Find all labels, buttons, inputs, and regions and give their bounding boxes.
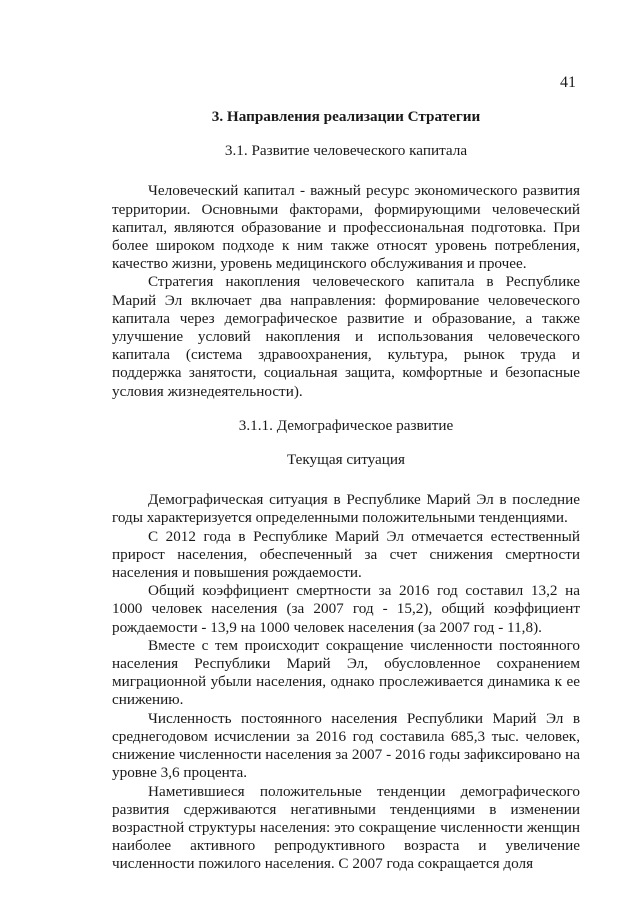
section-title: 3. Направления реализации Стратегии <box>211 108 481 125</box>
document-body <box>112 108 580 874</box>
paragraph: Стратегия накопления человеческого капитала в Республике Марий Эл включает два направления: формирование человеческого капитала через демографическое развитие и образование, а также улучшение условий накопления и использования человеческого капитала (система здравоохранения, культура, рынок труда и поддержка занятости, социальная защита, комфортные и безопасные условия жизнедеятельности). <box>112 273 580 400</box>
paragraph: Численность постоянного населения Республики Марий Эл в среднегодовом исчислении за 2016 год составила 685,3 тыс. человек, снижение численности населения за 2007 - 2016 годы зафиксировано на уровне 3,6 процента. <box>112 709 580 782</box>
demography-text <box>112 491 580 873</box>
paragraph: Наметившиеся положительные тенденции демографического развития сдерживаются негативными тенденциями в изменении возрастной структуры населения: это сокращение численности женщин наиболее активного репродуктивного возраста и увеличение численности пожилого населения. С 2007 года сокращается доля <box>112 782 580 873</box>
subsection-text <box>112 182 580 400</box>
paragraph: Демографическая ситуация в Республике Марий Эл в последние годы характеризуется определенными положительными тенденциями. <box>112 491 580 527</box>
paragraph: Человеческий капитал - важный ресурс экономического развития территории. Основными факторами, формирующими человеческий капитал, являются образование и профессиональная подготовка. При более широком подходе к ним также относят уровень потребления, качество жизни, уровень медицинского обслуживания и прочее. <box>112 182 580 273</box>
paragraph: Общий коэффициент смертности за 2016 год составил 13,2 на 1000 человек населения (за 2007 год - 15,2), общий коэффициент рождаемости - 13,9 на 1000 человек населения (за 2007 год - 11,8). <box>112 582 580 636</box>
sub-subsection-title: 3.1.1. Демографическое развитие <box>238 416 454 434</box>
subsection-title: 3.1. Развитие человеческого капитала <box>224 142 468 160</box>
page-number: 41 <box>560 74 576 91</box>
current-situation-title: Текущая ситуация <box>286 451 406 469</box>
paragraph: С 2012 года в Республике Марий Эл отмечается естественный прирост населения, обеспеченный за счет снижения смертности населения и повышения рождаемости. <box>112 527 580 582</box>
paragraph: Вместе с тем происходит сокращение численности постоянного населения Республики Марий Эл, обусловленное сохранением миграционной убыли населения, однако прослеживается динамика к ее снижению. <box>112 636 580 709</box>
